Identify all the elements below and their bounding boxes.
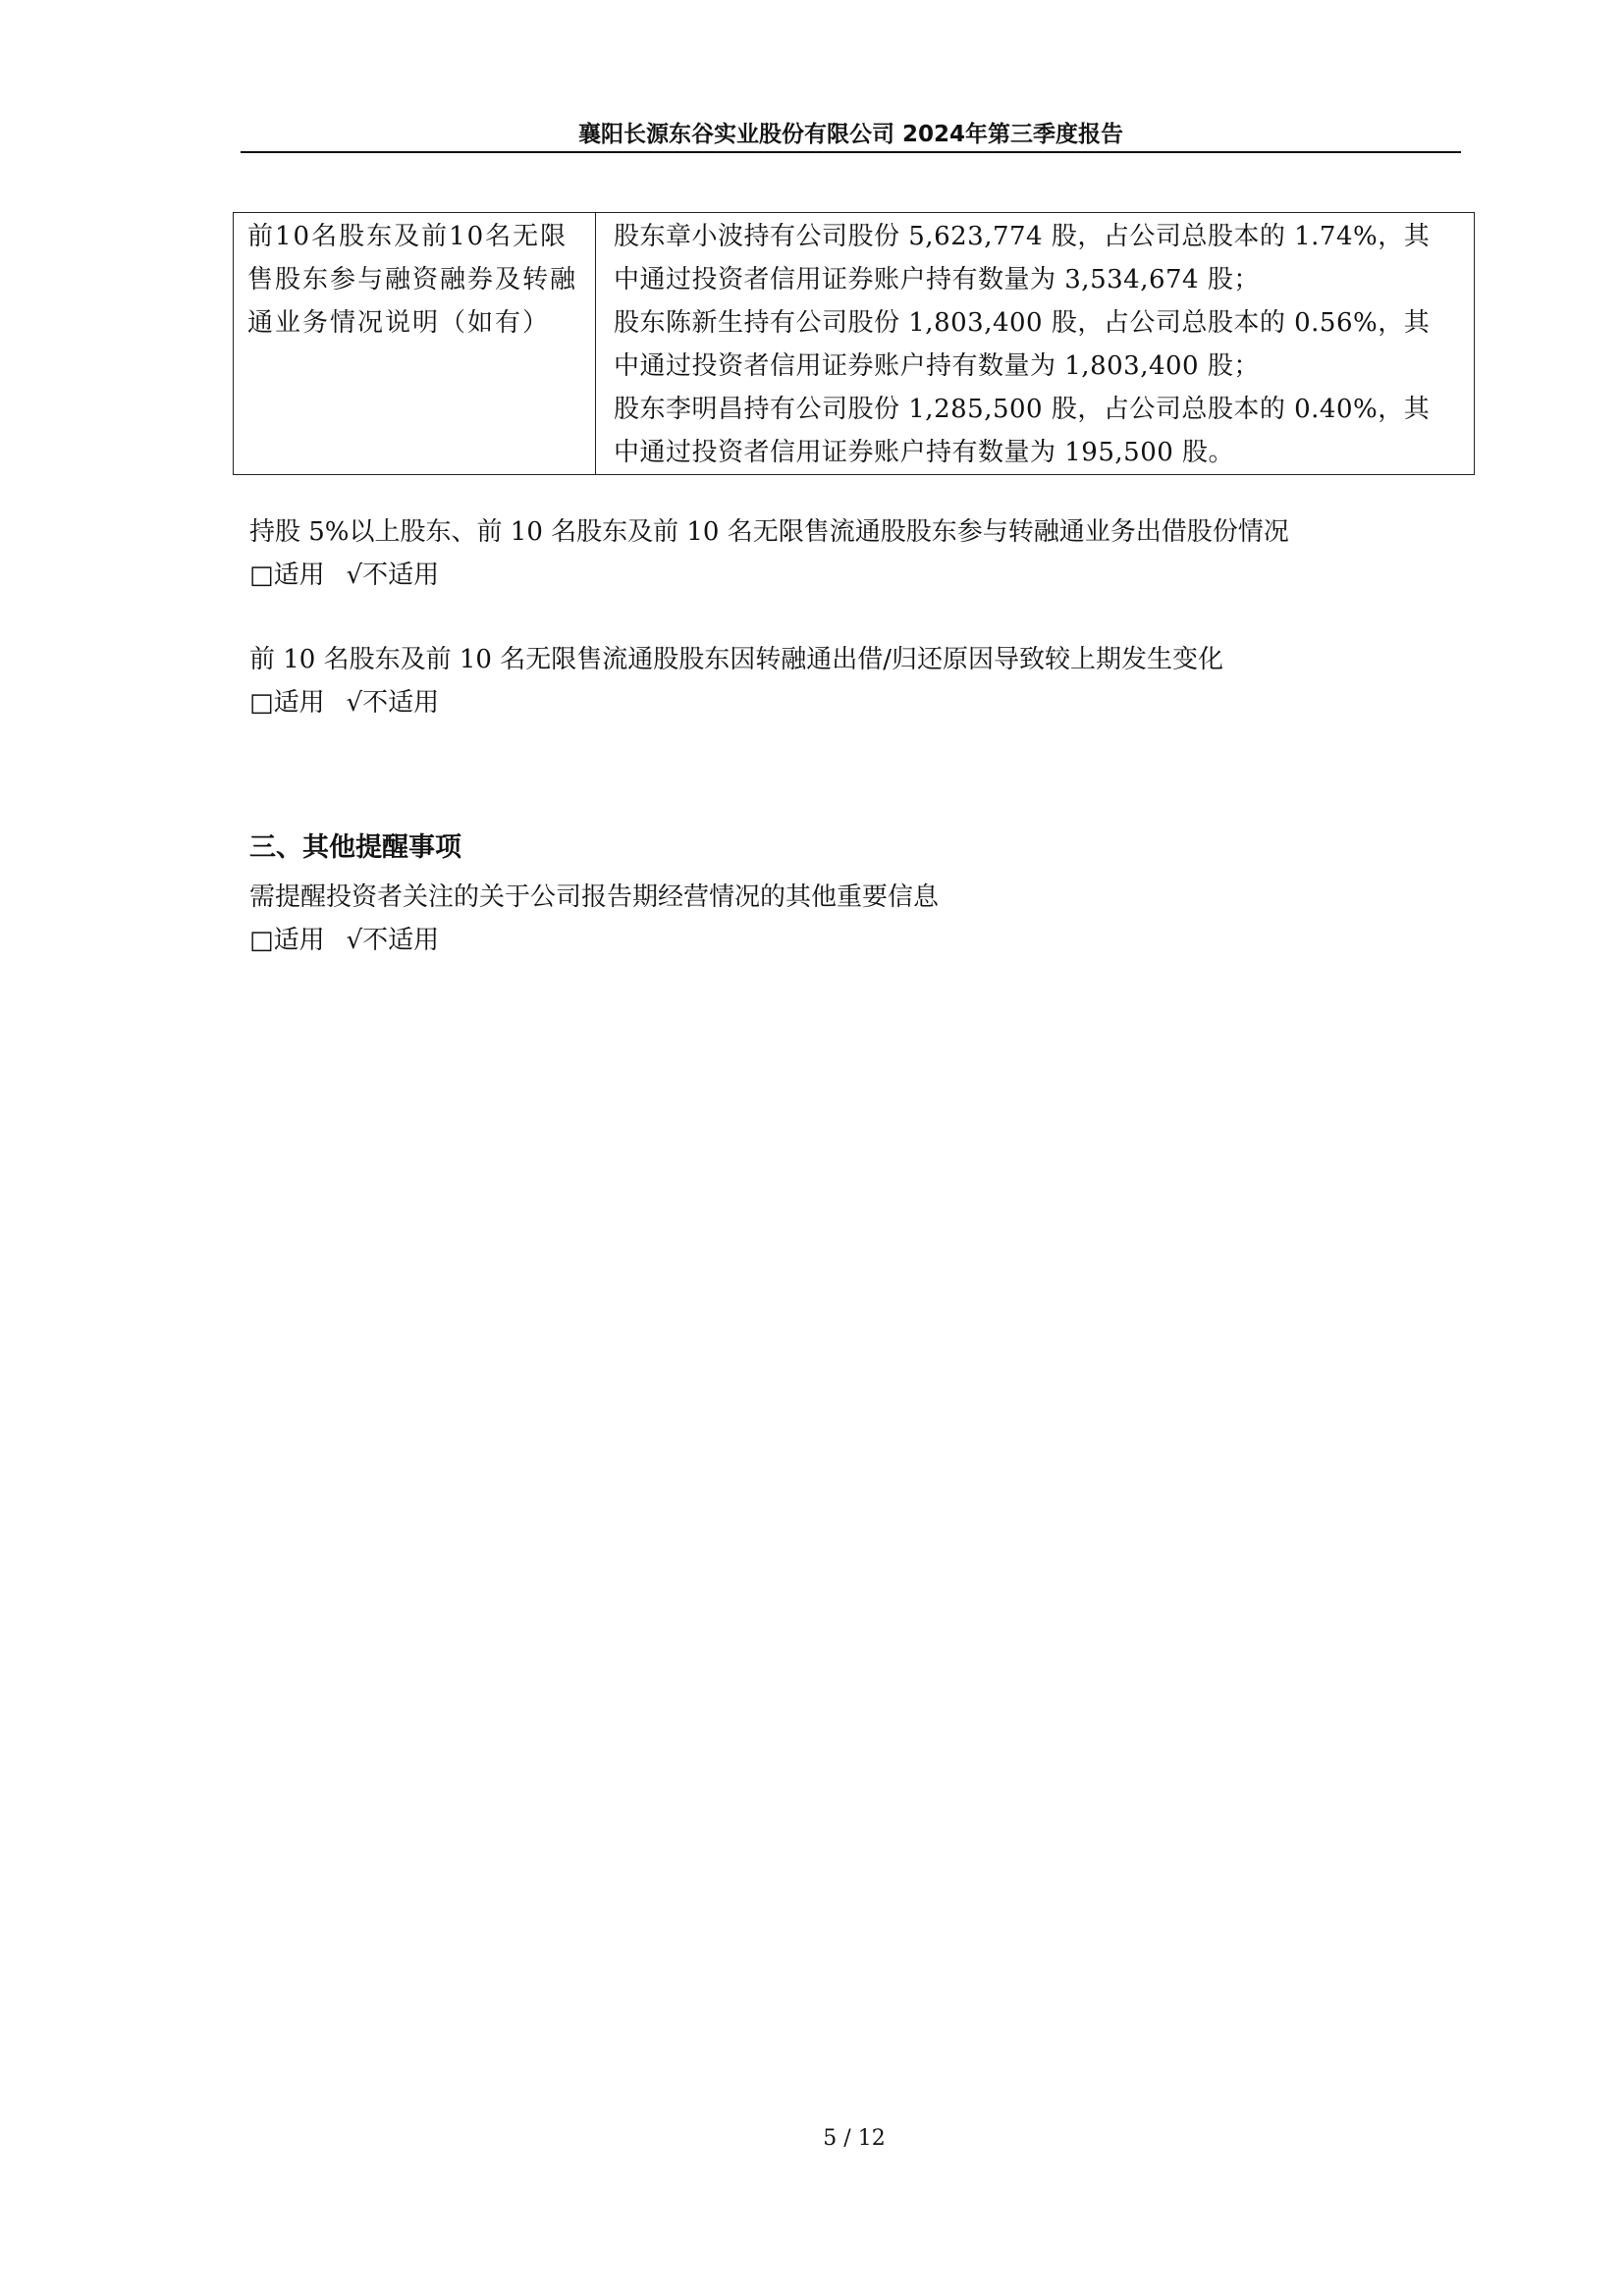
option-not-applicable: √不适用 <box>346 926 440 955</box>
table-content-line: 股东李明昌持有公司股份 1,285,500 股，占公司总股本的 0.40%，其 <box>614 395 1431 424</box>
table-label-cell: 前10名股东及前10名无限售股东参与融资融券及转融通业务情况说明（如有） <box>234 213 596 475</box>
option-not-applicable: √不适用 <box>346 561 440 590</box>
table-content-line: 股东陈新生持有公司股份 1,803,400 股，占公司总股本的 0.56%，其 <box>614 308 1431 338</box>
option-applicable: □适用 <box>249 926 325 955</box>
securities-lending-text: 持股 5%以上股东、前 10 名股东及前 10 名无限售流通股股东参与转融通业务出借股份情况 <box>249 517 1289 547</box>
lending-change-options <box>249 681 1223 724</box>
margin-trading-table <box>233 212 1475 475</box>
table-row <box>234 213 1475 475</box>
table-content-line: 中通过投资者信用证券账户持有数量为 3,534,674 股； <box>614 265 1260 294</box>
table-content-line: 中通过投资者信用证券账户持有数量为 1,803,400 股； <box>614 351 1260 381</box>
section-heading: 三、其他提醒事项 <box>249 832 461 863</box>
lending-change-block <box>249 638 1223 724</box>
securities-lending-block <box>249 510 1289 597</box>
option-applicable: □适用 <box>249 688 325 718</box>
table-content-line: 股东章小波持有公司股份 5,623,774 股，占公司总股本的 1.74%，其 <box>614 222 1431 251</box>
table-content-cell <box>596 213 1475 475</box>
page-number: 5 / 12 <box>823 2126 886 2151</box>
other-reminders-block <box>249 876 939 962</box>
header-rule <box>241 151 1461 153</box>
other-reminders-text: 需提醒投资者关注的关于公司报告期经营情况的其他重要信息 <box>249 882 940 912</box>
table-content-line: 中通过投资者信用证券账户持有数量为 195,500 股。 <box>614 438 1235 467</box>
securities-lending-options <box>249 554 1289 597</box>
option-not-applicable: √不适用 <box>346 688 440 718</box>
other-reminders-options <box>249 919 939 962</box>
report-header-title: 襄阳长源东谷实业股份有限公司 2024年第三季度报告 <box>577 122 1124 147</box>
option-applicable: □适用 <box>249 561 325 590</box>
lending-change-text: 前 10 名股东及前 10 名无限售流通股股东因转融通出借/归还原因导致较上期发生变化 <box>249 645 1223 674</box>
